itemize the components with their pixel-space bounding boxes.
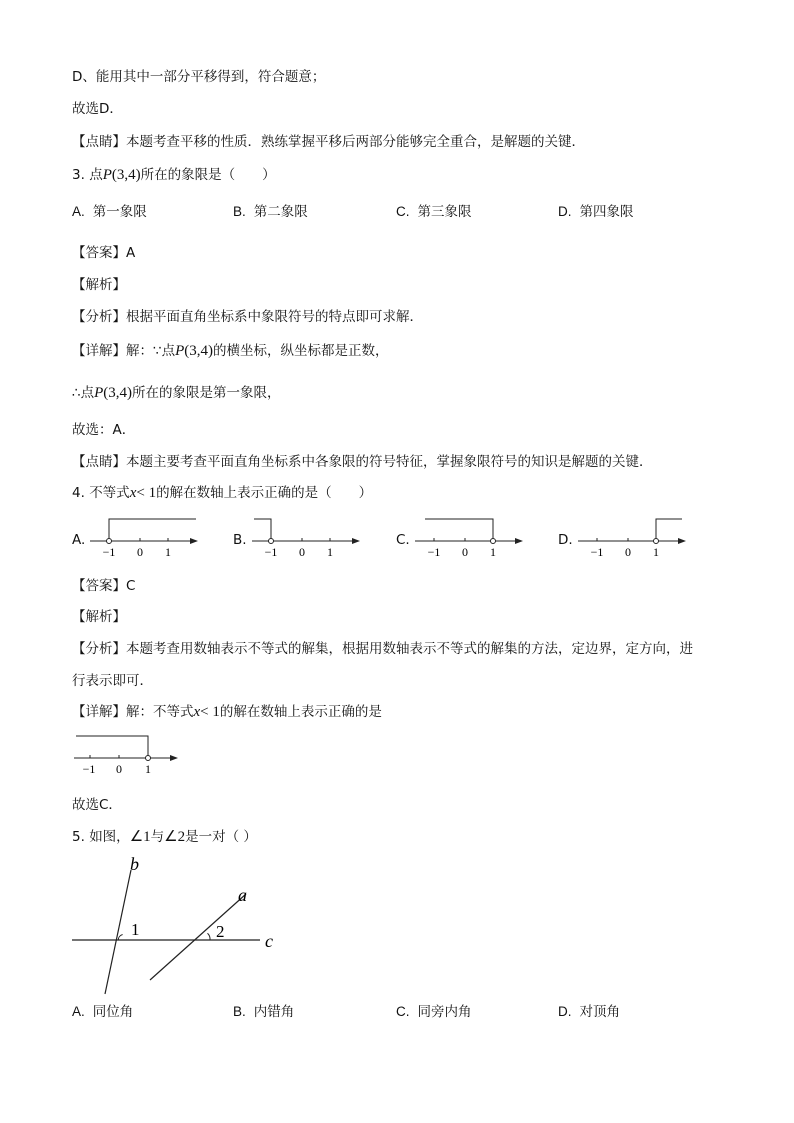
tick-label: −1 (82, 762, 96, 776)
label-b: b (130, 854, 139, 874)
q4-option-c-letter: C. (396, 532, 410, 548)
question-5: 5. 如图，∠1与∠2是一对（ ） (72, 829, 257, 845)
tick-label: −1 (427, 545, 441, 559)
number-line-b (250, 512, 365, 560)
q4-choose: 故选C． (72, 797, 122, 813)
q3-answer: 【答案】A (72, 245, 136, 261)
number-line-a (88, 512, 203, 560)
q3-option-a: A. 第一象限 (72, 204, 147, 220)
question-number: 3. (72, 167, 85, 183)
q3-therefore: ∴点P(3,4)所在的象限是第一象限， (72, 385, 281, 401)
q4-detail: 【详解】解：不等式x< 1的解在数轴上表示正确的是 (72, 704, 382, 720)
number-line-c (413, 512, 528, 560)
q3-dianjing: 【点睛】本题主要考查平面直角坐标系中各象限的符号特征，掌握象限符号的知识是解题的关键． (72, 454, 653, 470)
line-b (105, 870, 131, 994)
angle-1-arc (118, 935, 122, 941)
option-d-explanation: D、能用其中一部分平移得到，符合题意； (72, 69, 326, 85)
q5-option-d: D. 对顶角 (558, 1004, 620, 1020)
angle-2-arc (208, 933, 211, 940)
inequality-rest: < 1 (136, 485, 157, 501)
tick-label: 0 (137, 545, 143, 559)
q3-option-b: B. 第二象限 (233, 204, 308, 220)
tick-label: 1 (165, 545, 171, 559)
q3-fenxi: 【分析】根据平面直角坐标系中象限符号的特点即可求解． (72, 309, 423, 325)
choose-line: 故选D． (72, 101, 123, 117)
solution-number-line (72, 731, 187, 779)
q5-option-c: C. 同旁内角 (396, 1004, 472, 1020)
tick-label: 1 (653, 545, 659, 559)
angle-2: ∠2 (164, 829, 186, 845)
q3-option-d: D. 第四象限 (558, 204, 634, 220)
q3-analysis-heading: 【解析】 (72, 277, 126, 293)
q3-option-c: C. 第三象限 (396, 204, 472, 220)
question-4: 4. 不等式x< 1的解在数轴上表示正确的是（ ） (72, 485, 373, 501)
label-2: 2 (216, 922, 225, 941)
q4-answer: 【答案】C (72, 578, 136, 594)
angle-figure (68, 852, 288, 998)
q5-option-a: A. 同位角 (72, 1004, 134, 1020)
label-c: c (265, 931, 273, 951)
q5-option-b: B. 内错角 (233, 1004, 295, 1020)
tick-label: 1 (327, 545, 333, 559)
line-a (150, 894, 246, 980)
inequality-variable: x (129, 485, 137, 501)
point-coords: (3,4) (111, 167, 141, 183)
q4-analysis-heading: 【解析】 (72, 609, 126, 625)
tick-label: 0 (625, 545, 631, 559)
q4-option-b-letter: B. (233, 532, 247, 548)
question-text-post: 所在的象限是（ ） (140, 167, 276, 183)
tick-label: 0 (299, 545, 305, 559)
label-a: a (238, 885, 247, 905)
tick-label: 1 (490, 545, 496, 559)
question-3 (72, 166, 276, 184)
angle-1: ∠1 (129, 829, 151, 845)
label-1: 1 (131, 920, 140, 939)
tick-label: 1 (145, 762, 151, 776)
point-name: P (102, 167, 112, 183)
q4-fenxi-2: 行表示即可． (72, 673, 153, 689)
tick-label: 0 (116, 762, 122, 776)
tick-label: 0 (462, 545, 468, 559)
tick-label: −1 (264, 545, 278, 559)
q4-option-a-letter: A. (72, 532, 86, 548)
tick-label: −1 (590, 545, 604, 559)
tick-label: −1 (102, 545, 116, 559)
q4-option-d-letter: D. (558, 532, 573, 548)
q3-detail: 【详解】解：∵点P(3,4)的横坐标，纵坐标都是正数， (72, 343, 389, 359)
number-line-d (576, 512, 691, 560)
question-text-pre: 点 (89, 167, 103, 183)
q4-fenxi-1: 【分析】本题考查用数轴表示不等式的解集，根据用数轴表示不等式的解集的方法，定边界，定方向，进 (72, 641, 693, 657)
q3-choose: 故选：A． (72, 422, 136, 438)
dianjing-line: 【点睛】本题考查平移的性质．熟练掌握平移后两部分能够完全重合，是解题的关键． (72, 134, 585, 150)
